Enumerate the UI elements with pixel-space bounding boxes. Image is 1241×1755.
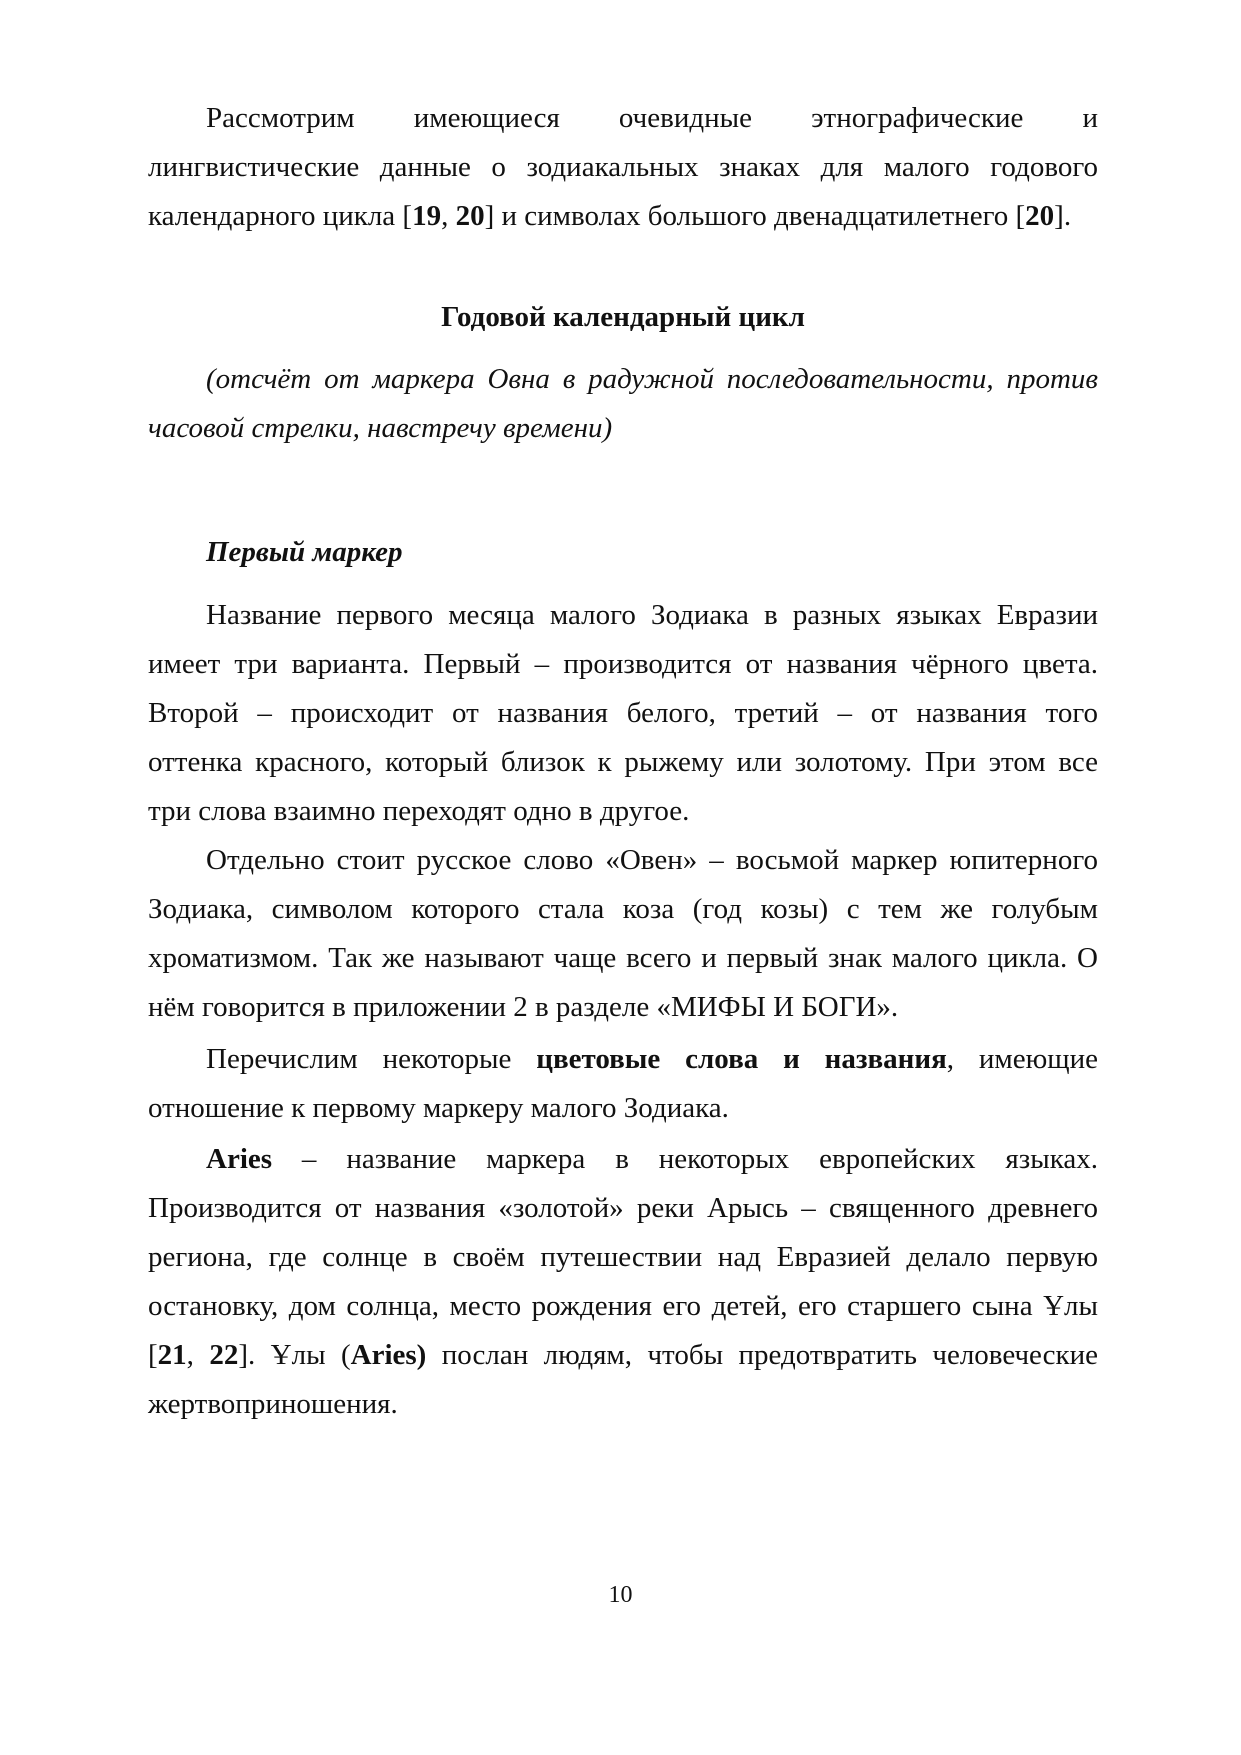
paragraph-2-line-4: нём говорится в приложении 2 в разделе «МИФЫ И БОГИ». [148, 991, 899, 1023]
paragraph-intro-line-2: лингвистические данные о зодиакальных знаках для малого годового [148, 151, 1098, 183]
paragraph-1 [148, 591, 1098, 836]
paragraph-4-line-6: жертвоприношения. [148, 1388, 398, 1420]
citation-ref: 20 [1025, 200, 1055, 232]
paragraph-intro-line-1: Рассмотрим имеющиеся очевидные этнографические и [206, 102, 1098, 134]
citation-ref: 22 [209, 1339, 239, 1371]
text-run: ] и символах большого двенадцатилетнего [ [484, 200, 1026, 232]
term-aries: Aries [206, 1143, 273, 1175]
paragraph-4-line-5 [148, 1331, 1098, 1380]
section-subtitle-line-1: (отсчёт от маркера Овна в радужной последовательности, против [206, 363, 1098, 395]
paragraph-1-line-1: Название первого месяца малого Зодиака в разных языках Евразии [206, 599, 1098, 631]
paragraph-4-line-2: Производится от названия «золотой» реки Арысь – священного древнего [148, 1192, 1098, 1224]
paragraph-3-line-1 [148, 1035, 1098, 1084]
paragraph-3-line-2: отношение к первому маркеру малого Зодиака. [148, 1092, 729, 1124]
page-number: 10 [608, 1582, 633, 1608]
paragraph-4-line-1 [148, 1135, 1098, 1184]
paragraph-3 [148, 1035, 1098, 1133]
paragraph-intro [148, 94, 1098, 241]
paragraph-1-line-5: три слова взаимно переходят одно в другое. [148, 795, 690, 827]
text-run: Перечислим некоторые [206, 1043, 512, 1075]
section-title: Годовой календарный цикл [441, 301, 805, 333]
text-run: ]. Ұлы ( [238, 1339, 351, 1371]
citation-ref: 19 [412, 200, 442, 232]
text-run: , [441, 200, 456, 232]
paragraph-4 [148, 1135, 1098, 1429]
paragraph-2-line-1: Отдельно стоит русское слово «Овен» – восьмой маркер юпитерного [206, 844, 1098, 876]
emphasis-term: цветовые слова и названия [536, 1043, 947, 1075]
subsection-title-wrapper [148, 528, 1098, 577]
text-run: календарного цикла [ [148, 200, 413, 232]
text-run: , имеющие [946, 1043, 1098, 1075]
paragraph-2-line-3: хроматизмом. Так же называют чаще всего и первый знак малого цикла. О [148, 942, 1098, 974]
paragraph-1-line-2: имеет три варианта. Первый – производится от названия чёрного цвета. [148, 648, 1098, 680]
text-run: ]. [1054, 200, 1072, 232]
paragraph-2-line-2: Зодиака, символом которого стала коза (год козы) с тем же голубым [148, 893, 1098, 925]
paragraph-4-line-4: остановку, дом солнца, место рождения его детей, его старшего сына Ұлы [148, 1290, 1098, 1322]
term-aries: Aries) [350, 1339, 427, 1371]
section-subtitle-line-2: часовой стрелки, навстречу времени) [148, 412, 613, 444]
text-run: [ [148, 1339, 158, 1371]
paragraph-1-line-4: оттенка красного, который близок к рыжему или золотому. При этом все [148, 746, 1098, 778]
text-run: – название маркера в некоторых европейских языках. [272, 1143, 1098, 1175]
subsection-title: Первый маркер [206, 536, 403, 568]
paragraph-intro-line-3 [148, 192, 1098, 241]
paragraph-2 [148, 836, 1098, 1032]
text-run: послан людям, чтобы предотвратить человеческие [426, 1339, 1098, 1371]
section-subtitle [148, 355, 1098, 453]
citation-ref: 20 [455, 200, 485, 232]
paragraph-4-line-3: региона, где солнце в своём путешествии над Евразией делало первую [148, 1241, 1098, 1273]
citation-ref: 21 [157, 1339, 187, 1371]
text-run: , [186, 1339, 210, 1371]
paragraph-1-line-3: Второй – происходит от названия белого, третий – от названия того [148, 697, 1098, 729]
